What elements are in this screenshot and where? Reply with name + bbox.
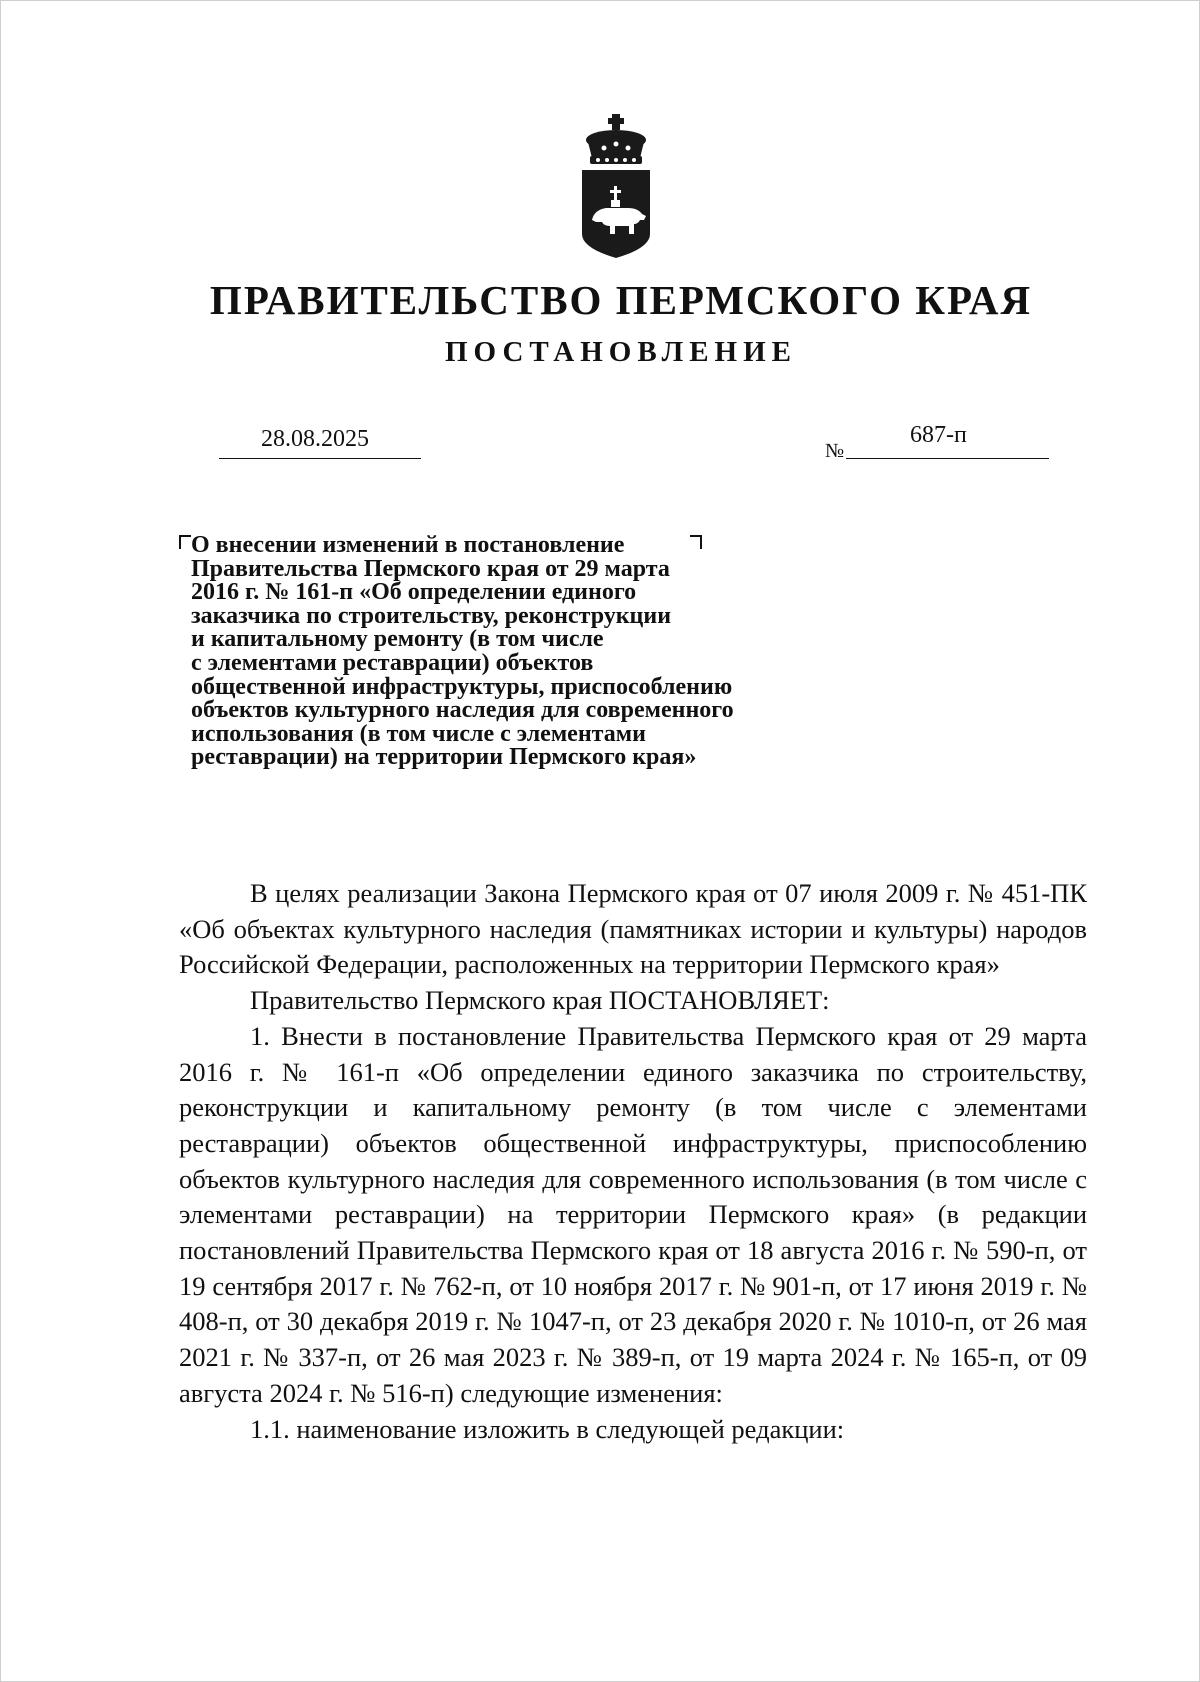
subject-line: заказчика по строительству, реконструкции xyxy=(191,602,672,629)
preamble-paragraph: В целях реализации Закона Пермского края от 07 июля 2009 г. № 451-ПК «Об объектах культурного наследия (памятниках истории и культуры) народов Российской Федерации, расположенных на территории Пермского края» xyxy=(179,878,1087,980)
subject-line: и капитальному ремонту (в том числе xyxy=(191,626,604,653)
subject-line: использования (в том числе с элементами xyxy=(191,720,646,747)
document-date: 28.08.2025 xyxy=(261,426,369,452)
subject-line: реставрации) на территории Пермского края» xyxy=(191,744,697,771)
document-subject xyxy=(191,534,891,770)
document-body xyxy=(179,876,1087,1447)
subject-line: Правительства Пермского края от 29 марта xyxy=(191,555,670,582)
clause-1-paragraph: 1. Внести в постановление Правительства Пермского края от 29 марта 2016 г. № 161-п «Об определении единого заказчика по строительству, реконструкции и капитальному ремонту (в том числе с элементами реставрации) объектов общественной инфраструктуры, приспособлению объектов культурного наследия для современного использования (в том числе с элементами реставрации) на территории Пермского края» (в редакции постановлений Правительства Пермского края от 18 августа 2016 г. № 590-п, от 19 сентября 2017 г. № 762-п, от 10 ноября 2017 г. № 901-п, от 17 июня 2019 г. № 408-п, от 30 декабря 2019 г. № 1047-п, от 23 декабря 2020 г. № 1010-п, от 26 мая 2021 г. № 337-п, от 26 мая 2023 г. № 389-п, от 19 марта 2024 г. № 165-п, от 09 августа 2024 г. № 516-п) следующие изменения: xyxy=(179,1020,1087,1408)
subject-line: общественной инфраструктуры, приспособлению xyxy=(191,673,733,700)
document-type: ПОСТАНОВЛЕНИЕ xyxy=(444,336,797,368)
perm-krai-coat-of-arms-icon xyxy=(576,108,656,260)
subject-line: О внесении изменений в постановление xyxy=(191,532,625,558)
clause-1-1-paragraph: 1.1. наименование изложить в следующей редакции: xyxy=(250,1413,845,1444)
subject-line: с элементами реставрации) объектов xyxy=(191,649,594,676)
document-number: 687-п xyxy=(910,422,967,448)
number-sign: № xyxy=(825,440,845,462)
subject-corner-left xyxy=(179,535,191,549)
number-field xyxy=(846,422,1049,459)
resolution-paragraph: Правительство Пермского края ПОСТАНОВЛЯЕТ: xyxy=(250,985,830,1016)
organization-title: ПРАВИТЕЛЬСТВО ПЕРМСКОГО КРАЯ xyxy=(209,277,1033,323)
date-field xyxy=(219,426,421,459)
subject-line: 2016 г. № 161-п «Об определении единого xyxy=(191,579,637,606)
subject-line: объектов культурного наследия для современного xyxy=(191,697,734,724)
